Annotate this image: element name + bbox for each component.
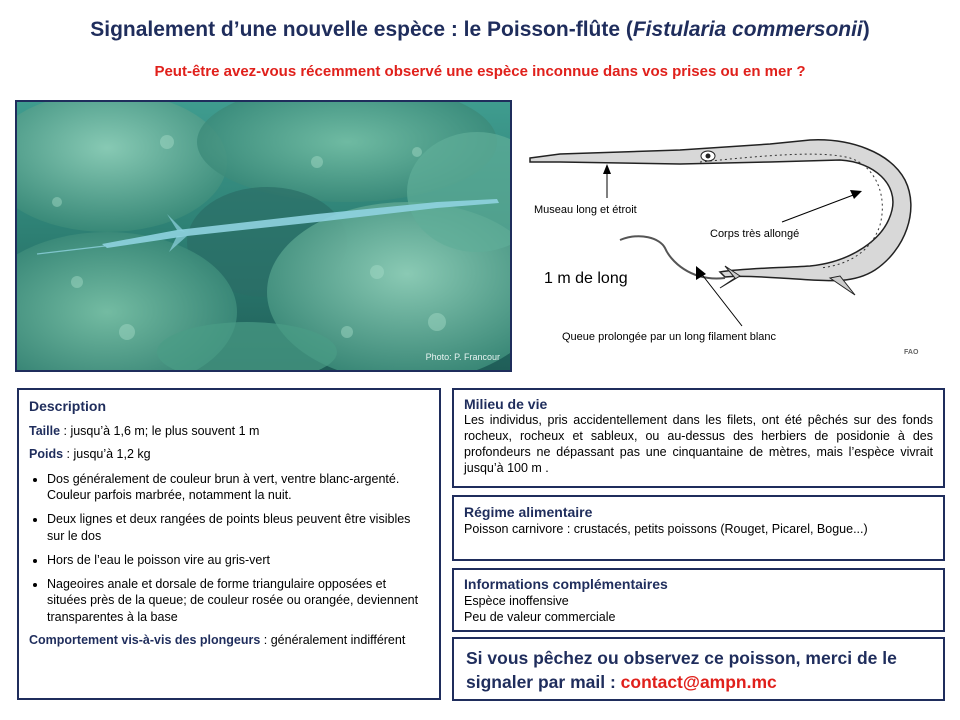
- extra-info-box: [452, 568, 945, 632]
- list-item: • Hors de l’eau le poisson vire au gris-vert: [47, 552, 429, 568]
- label-length: 1 m de long: [544, 270, 628, 287]
- title-end: ): [862, 18, 870, 41]
- list-item: • Dos généralement de couleur brun à vert, ventre blanc-argenté. Couleur parfois marbrée, notamment la nuit.: [47, 471, 429, 504]
- description-box: [17, 388, 441, 700]
- label-body: Corps très allongé: [710, 228, 800, 240]
- habitat-text: Les individus, pris accidentellement dans les filets, ont été pêchés sur des fonds rocheux, rocheux et sableux, ou au-dessus des herbiers de posidonie à des profondeurs ne dépassant pas une cinquantaine de mètres, mais l’espèce vivrait jusqu’à 100 m .: [464, 413, 933, 475]
- description-heading: Description: [29, 398, 107, 414]
- title-main: Signalement d’une nouvelle espèce : le Poisson-flûte (: [90, 18, 633, 41]
- underwater-photo: [15, 100, 512, 372]
- label-tail: Queue prolongée par un long filament blanc: [562, 331, 777, 343]
- fish-illustration: [520, 100, 950, 370]
- label-snout: Museau long et étroit: [534, 204, 637, 216]
- list-item: • Nageoires anale et dorsale de forme triangulaire opposées et situées près de la queue; de couleur rosée ou orangée, deviennent transparentes à la base: [47, 576, 429, 625]
- behaviour-line: Comportement vis-à-vis des plongeurs : généralement indifférent: [29, 632, 406, 647]
- weight-line: Poids : jusqu’à 1,2 kg: [29, 447, 151, 462]
- underwater-photo-image: [17, 102, 510, 370]
- cta-text: Si vous pêchez ou observez ce poisson, merci de le signaler par mail :: [466, 648, 897, 692]
- habitat-heading: Milieu de vie: [464, 396, 548, 412]
- extra-info-line: Espèce inoffensive: [464, 594, 569, 609]
- list-item: • Deux lignes et deux rangées de points bleus peuvent être visibles sur le dos: [47, 511, 429, 544]
- diet-heading: Régime alimentaire: [464, 504, 593, 520]
- habitat-box: [452, 388, 945, 488]
- extra-info-heading: Informations complémentaires: [464, 576, 668, 592]
- page-title: [0, 18, 960, 42]
- photo-credit: Photo: P. Francour: [425, 352, 500, 362]
- page-subtitle: Peut-être avez-vous récemment observé une espèce inconnue dans vos prises ou en mer ?: [154, 63, 806, 80]
- extra-info-line: Peu de valeur commerciale: [464, 610, 616, 625]
- contact-email-link[interactable]: contact@ampn.mc: [620, 671, 777, 692]
- diet-text: Poisson carnivore : crustacés, petits poissons (Rouget, Picarel, Bogue...): [464, 522, 868, 537]
- title-species-name: Fistularia commersonii: [632, 18, 863, 41]
- size-line: Taille : jusqu’à 1,6 m; le plus souvent 1 m: [29, 423, 260, 438]
- diet-box: [452, 495, 945, 561]
- report-call-to-action: [452, 637, 945, 701]
- illustration-source: FAO: [904, 349, 919, 356]
- description-list: [29, 471, 429, 625]
